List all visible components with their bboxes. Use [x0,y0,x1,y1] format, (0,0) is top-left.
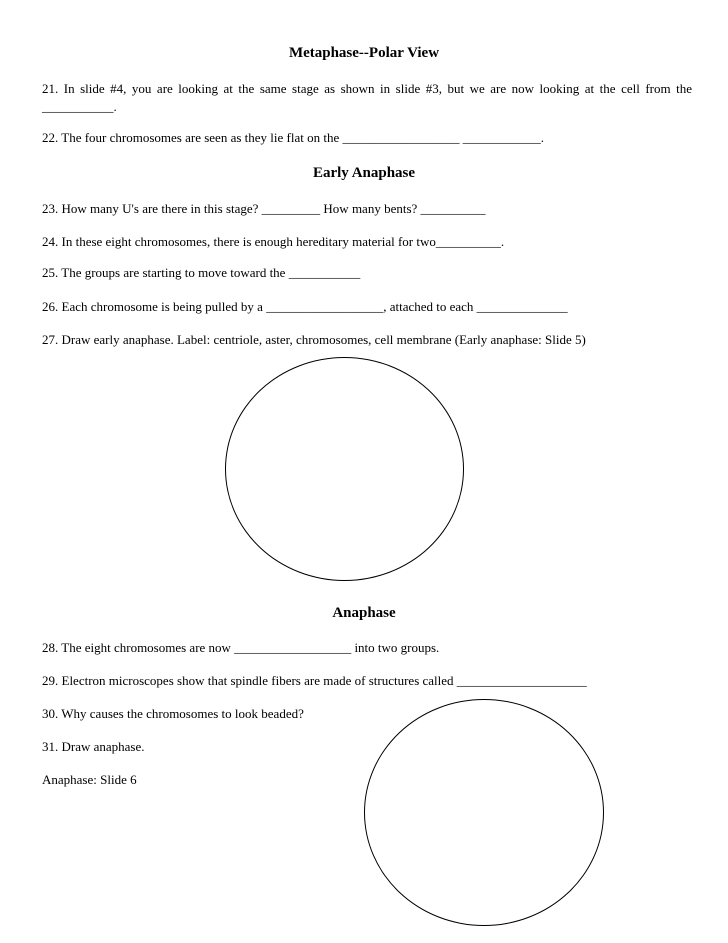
metaphase-polar-view-heading: Metaphase--Polar View [288,45,440,61]
early-anaphase-drawing-circle[interactable] [225,357,464,581]
question-23: 23. How many U's are there in this stage? _________ How many bents? __________ [42,201,486,216]
question-24: 24. In these eight chromosomes, there is enough hereditary material for two__________. [42,234,505,249]
anaphase-drawing-circle[interactable] [364,699,604,926]
question-29: 29. Electron microscopes show that spindle fibers are made of structures called ____________________ [42,673,587,688]
question-21: 21. In slide #4, you are looking at the same stage as shown in slide #3, but we are now looking at the cell from the ___________. [42,81,692,114]
question-30: 30. Why causes the chromosomes to look beaded? [42,706,304,721]
anaphase-heading: Anaphase [332,605,396,621]
anaphase-slide-note: Anaphase: Slide 6 [42,772,137,787]
early-anaphase-heading: Early Anaphase [312,165,416,181]
question-27: 27. Draw early anaphase. Label: centriole, aster, chromosomes, cell membrane (Early anaphase: Slide 5) [42,332,586,347]
question-25: 25. The groups are starting to move toward the ___________ [42,265,361,280]
question-26: 26. Each chromosome is being pulled by a __________________, attached to each ______________ [42,299,568,314]
question-22: 22. The four chromosomes are seen as they lie flat on the __________________ ____________. [42,130,544,145]
question-31: 31. Draw anaphase. [42,739,145,754]
question-28: 28. The eight chromosomes are now __________________ into two groups. [42,640,440,655]
